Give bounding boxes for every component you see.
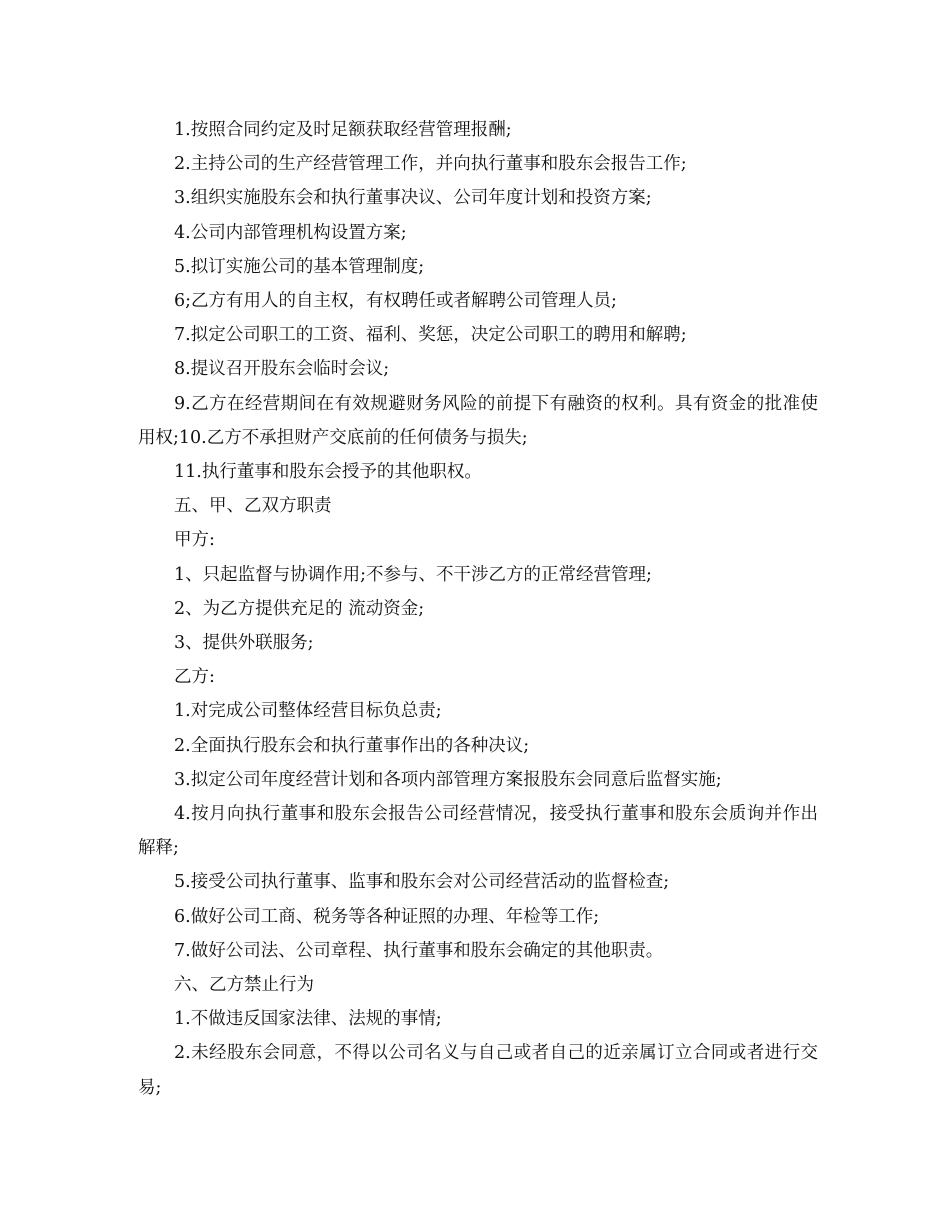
paragraph-3: 3.组织实施股东会和执行董事决议、公司年度计划和投资方案; bbox=[174, 188, 652, 209]
paragraph-6: 6;乙方有用人的自主权，有权聘任或者解聘公司管理人员; bbox=[174, 291, 617, 312]
section-heading-5: 五、甲、乙双方职责 bbox=[174, 496, 332, 517]
section-heading-6: 六、乙方禁止行为 bbox=[174, 975, 314, 996]
paragraph-7: 7.拟定公司职工的工资、福利、奖惩，决定公司职工的聘用和解聘; bbox=[174, 325, 687, 346]
paragraph-17: 1.对完成公司整体经营目标负总责; bbox=[174, 701, 442, 722]
paragraph-21: 5.接受公司执行董事、监事和股东会对公司经营活动的监督检查; bbox=[174, 872, 670, 893]
paragraph-9: 9.乙方在经营期间在有效规避财务风险的前提下有融资的权利。具有资金的批准使用权;10.乙方不承担财产交底前的任何债务与损失; bbox=[138, 393, 818, 448]
party-b-label: 乙方: bbox=[174, 667, 215, 688]
paragraph-18: 2.全面执行股东会和执行董事作出的各种决议; bbox=[174, 735, 530, 756]
paragraph-20: 4.按月向执行董事和股东会报告公司经营情况，接受执行董事和股东会质询并作出解释; bbox=[138, 804, 818, 859]
paragraph-14: 2、为乙方提供充足的 流动资金; bbox=[174, 598, 425, 619]
paragraph-2: 2.主持公司的生产经营管理工作，并向执行董事和股东会报告工作; bbox=[174, 154, 687, 175]
paragraph-23: 7.做好公司法、公司章程、执行董事和股东会确定的其他职责。 bbox=[174, 940, 664, 961]
paragraph-1: 1.按照合同约定及时足额获取经营管理报酬; bbox=[174, 120, 512, 140]
paragraph-10: 11.执行董事和股东会授予的其他职权。 bbox=[174, 462, 482, 483]
paragraph-5: 5.拟订实施公司的基本管理制度; bbox=[174, 256, 425, 277]
paragraph-22: 6.做好公司工商、税务等各种证照的办理、年检等工作; bbox=[174, 906, 600, 927]
paragraph-25: 1.不做违反国家法律、法规的事情; bbox=[174, 1009, 442, 1030]
party-a-label: 甲方: bbox=[174, 530, 215, 551]
paragraph-13: 1、只起监督与协调作用;不参与、不干涉乙方的正常经营管理; bbox=[174, 564, 652, 585]
paragraph-4: 4.公司内部管理机构设置方案; bbox=[174, 222, 407, 243]
paragraph-8: 8.提议召开股东会临时会议; bbox=[174, 359, 390, 380]
paragraph-15: 3、提供外联服务; bbox=[174, 633, 314, 654]
paragraph-19: 3.拟定公司年度经营计划和各项内部管理方案报股东会同意后监督实施; bbox=[174, 769, 722, 790]
paragraph-26: 2.未经股东会同意，不得以公司名义与自己或者自己的近亲属订立合同或者进行交易; bbox=[138, 1043, 818, 1098]
document-body bbox=[138, 113, 818, 1105]
